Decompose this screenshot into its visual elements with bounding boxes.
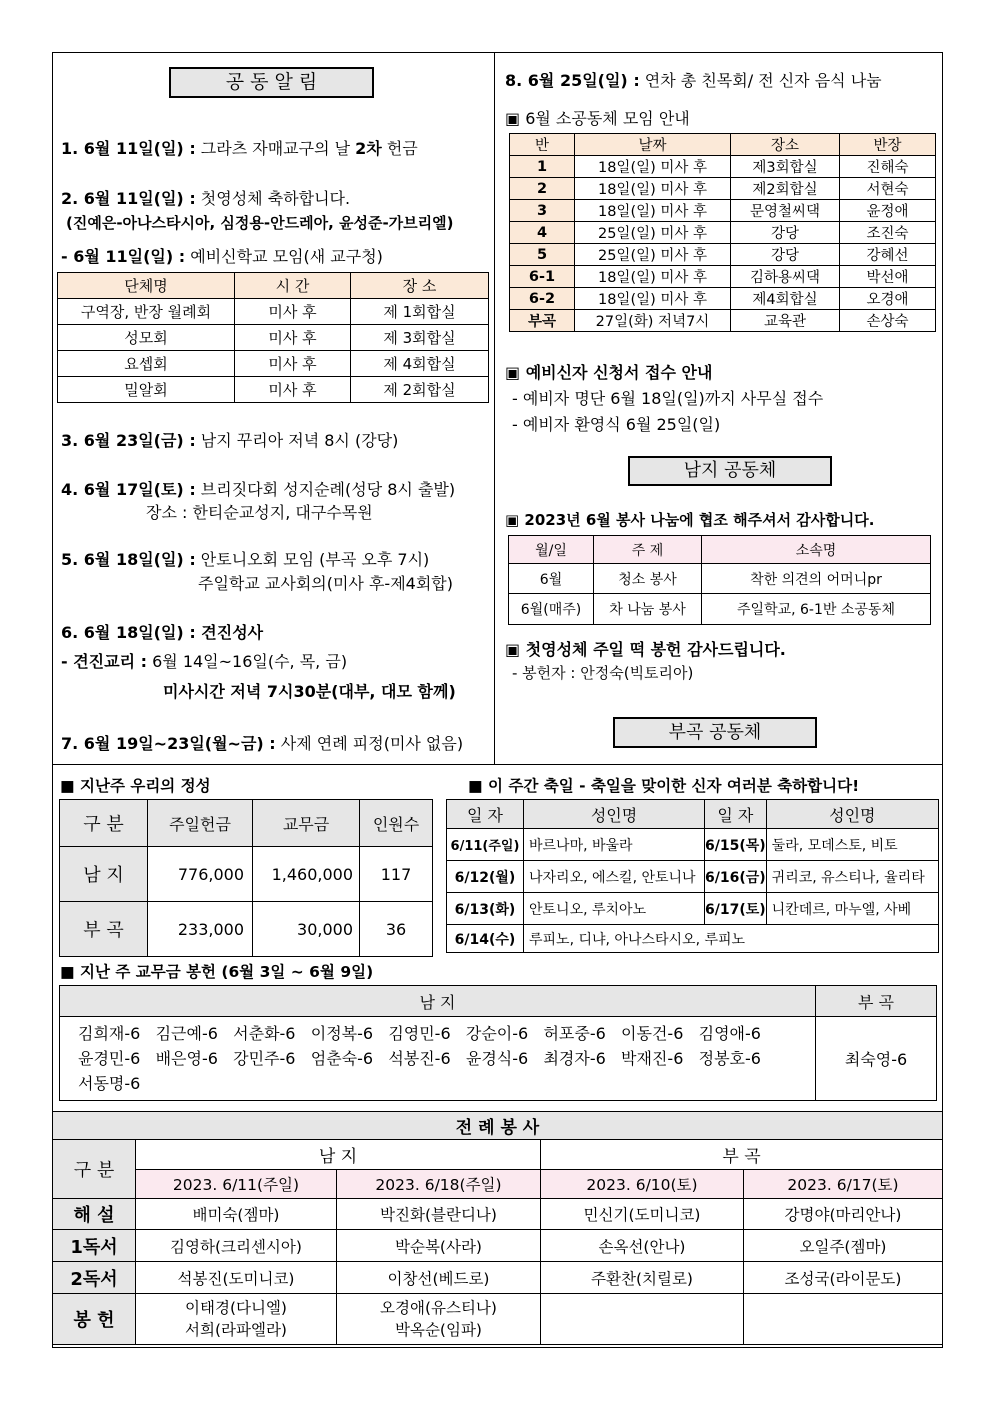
cell: 25일(일) 미사 후 [575,222,731,244]
cell: 25일(일) 미사 후 [575,244,731,266]
cell: 미사 후 [235,325,351,351]
feast-title: ■ 이 주간 축일 - 축일을 맞이한 신자 여러분 축하합니다! [468,777,860,795]
table-row [58,351,489,377]
notice-date: 7. 6월 19일~23일(월~금) : [61,734,276,753]
donor-line: 윤경민-6 배은영-6 강민주-6 엄춘숙-6 석봉진-6 윤경식-6 최경자-6 박재진-6 정봉호-6 [78,1049,761,1068]
table-row [447,861,939,893]
notice-label: - 견진교리 : [61,652,148,671]
cell: 착한 의견의 어머니pr [702,564,931,594]
notice-bold: 2차 [355,139,382,158]
table-row [60,902,433,957]
cell: 27일(화) 저녁7시 [575,310,731,332]
liturgy-date: 2023. 6/10(토) [541,1170,744,1199]
col-header: 교무금 [253,800,360,847]
namji-donors [60,1017,816,1101]
table-row [509,594,931,625]
cell: 3 [510,200,575,222]
cell: 117 [360,847,433,902]
cell: 손상숙 [840,310,936,332]
col-header: 일 자 [447,800,524,829]
cell: 30,000 [253,902,360,957]
cell: 서현숙 [840,178,936,200]
feast-table [446,799,939,953]
cell: 제 4회합실 [351,351,489,377]
notice-text: 연차 총 친목회/ 전 신자 음식 나눔 [639,71,882,90]
notice-text: 사제 연례 피정(미사 없음) [275,734,464,753]
col-header: 성인명 [766,800,938,829]
table-row [447,925,939,953]
catechumen-line-2: - 예비자 환영식 6월 25일(일) [512,415,721,434]
notice-text: 안토니오회 모임 (부곡 오후 7시) [195,550,430,569]
col-header: 날짜 [575,134,731,156]
cell: 차 나눔 봉사 [594,594,702,625]
cell: 제 2회합실 [351,377,489,403]
cell: 윤정애 [840,200,936,222]
cell [744,1294,943,1345]
liturgy-bugok-header: 부 곡 [541,1140,943,1170]
notice-date: 6. 6월 18일(일) : [61,623,196,642]
cell: 6-2 [510,288,575,310]
small-community-table [509,133,936,332]
cell: 석봉진(도미니코) [136,1262,337,1294]
cell: 6/17(토) [705,893,767,925]
cell: 청소 봉사 [594,564,702,594]
cell: 18일(일) 미사 후 [575,156,731,178]
cell: 이태경(다니엘) 서희(라파엘라) [136,1294,337,1345]
notice-item-7 [61,731,463,754]
cell [541,1294,744,1345]
cell: 오일주(젬마) [744,1230,943,1262]
cell: 제3회합실 [731,156,840,178]
cell: 1 [510,156,575,178]
cell: 배미숙(젬마) [136,1199,337,1230]
notice-text: 헌금 [381,139,418,158]
liturgy-table [52,1111,943,1345]
section-divider [52,764,943,765]
liturgy-namji-header: 남 지 [136,1140,541,1170]
cell: 미사 후 [235,299,351,325]
cell: 밀알회 [58,377,235,403]
groups-table [57,272,489,403]
table-row [510,178,936,200]
column-divider [494,52,495,764]
cell: 박선애 [840,266,936,288]
cell: 바르나마, 바울라 [524,829,705,861]
cell: 6/11(주일) [447,829,524,861]
small-community-title: ▣ 6월 소공동체 모임 안내 [505,109,690,128]
col-header: 성인명 [524,800,705,829]
table-row [510,310,936,332]
row-label: 해 설 [53,1199,136,1230]
notice-date: 8. 6월 25일(일) : [505,71,640,90]
cell: 조진숙 [840,222,936,244]
notice-item-6-line2 [61,649,347,672]
cell: 김하용씨댁 [731,266,840,288]
notice-text: 견진성사 [195,623,264,642]
table-row [53,1294,943,1345]
cell: 강당 [731,222,840,244]
cell: 18일(일) 미사 후 [575,200,731,222]
table-row [510,266,936,288]
notice-date: 1. 6월 11일(일) : [61,139,196,158]
col-header: 장 소 [351,273,489,299]
cell: 강명야(마리안나) [744,1199,943,1230]
cell: 교육관 [731,310,840,332]
offering-table [59,799,433,957]
cell: 미사 후 [235,351,351,377]
table-row [510,200,936,222]
cell: 강혜선 [840,244,936,266]
notice-date: - 6월 11일(일) : [61,247,186,266]
liturgy-date: 2023. 6/18(주일) [337,1170,541,1199]
cell: 6월(매주) [509,594,594,625]
notice-item-6-line3: 미사시간 저녁 7시30분(대부, 대모 함께) [163,682,456,701]
tithe-title: ■ 지난 주 교무금 봉헌 (6월 3일 ~ 6월 9일) [60,963,374,981]
cell: 주일학교, 6-1반 소공동체 [702,594,931,625]
cell: 6/12(월) [447,861,524,893]
rice-cake-donor: - 봉헌자 : 안정숙(빅토리아) [512,664,694,682]
cell: 루피노, 디냐, 아나스타시오, 루피노 [524,925,939,953]
notice-text: 예비신학교 모임(새 교구청) [185,247,383,266]
liturgy-title: 전 례 봉 사 [53,1112,943,1140]
cell: 성모회 [58,325,235,351]
liturgy-label-header: 구 분 [53,1140,136,1199]
cell: 제 3회합실 [351,325,489,351]
col-header: 주일헌금 [148,800,253,847]
service-table [508,535,931,625]
cell: 6/16(금) [705,861,767,893]
cell: 나자리오, 에스킬, 안토니나 [524,861,705,893]
bugok-donors: 최숙영-6 [816,1017,937,1101]
table-row [509,564,931,594]
notice-date: 3. 6월 23일(금) : [61,431,196,450]
col-header: 단체명 [58,273,235,299]
donor-line: 서동명-6 [78,1074,141,1093]
cell: 니칸데르, 마누엘, 사베 [766,893,938,925]
notice-text: 브리짓다회 성지순례(성당 8시 출발) [195,480,456,499]
col-header: 소속명 [702,536,931,564]
cell: 6/14(수) [447,925,524,953]
col-header: 시 간 [235,273,351,299]
col-header: 일 자 [705,800,767,829]
table-row [60,847,433,902]
col-header: 인원수 [360,800,433,847]
notice-text: 그라츠 자매교구의 날 [195,139,356,158]
cell: 이창선(베드로) [337,1262,541,1294]
notice-item-4 [61,477,455,500]
col-header: 주 제 [594,536,702,564]
notice-item-6 [61,620,263,643]
col-header: 장소 [731,134,840,156]
cell: 박진화(블란디나) [337,1199,541,1230]
col-header: 남 지 [60,986,816,1017]
cell: 부 곡 [60,902,148,957]
cell: 36 [360,902,433,957]
cell: 오경애(유스티나) 박옥순(임파) [337,1294,541,1345]
table-row [58,325,489,351]
cell: 18일(일) 미사 후 [575,178,731,200]
cell: 233,000 [148,902,253,957]
thanks-title: ▣ 2023년 6월 봉사 나눔에 협조 해주셔서 감사합니다. [505,511,875,529]
table-row [53,1199,943,1230]
notice-item-8 [505,68,882,91]
cell: 제4회합실 [731,288,840,310]
table-row [53,1262,943,1294]
col-header: 부 곡 [816,986,937,1017]
first-communion-names: (진예은-아나스타시아, 심정용-안드레아, 윤성준-가브리엘) [66,214,454,232]
cell: 6월 [509,564,594,594]
notice-item-3 [61,428,398,451]
namji-community-title: 남지 공동체 [628,456,832,486]
cell: 제2회합실 [731,178,840,200]
cell: 김영하(크리센시아) [136,1230,337,1262]
table-row [510,288,936,310]
cell: 남 지 [60,847,148,902]
cell: 부곡 [510,310,575,332]
cell: 미사 후 [235,377,351,403]
table-row [510,222,936,244]
cell: 귀리코, 유스티나, 율리타 [766,861,938,893]
notice-item-2 [61,186,350,209]
table-row [58,377,489,403]
cell: 18일(일) 미사 후 [575,288,731,310]
notice-seminary [61,244,383,267]
liturgy-date: 2023. 6/11(주일) [136,1170,337,1199]
col-header: 반 [510,134,575,156]
notice-item-5 [61,547,429,570]
cell: 주환찬(치릴로) [541,1262,744,1294]
notice-item-5-line2: 주일학교 교사회의(미사 후-제4회합) [198,574,453,593]
notice-item-1 [61,136,418,159]
cell: 5 [510,244,575,266]
cell: 안토니오, 루치아노 [524,893,705,925]
cell: 요셉회 [58,351,235,377]
cell: 6-1 [510,266,575,288]
row-label: 1독서 [53,1230,136,1262]
common-notice-title: 공 동 알 림 [169,67,374,98]
cell: 1,460,000 [253,847,360,902]
notice-item-4-line2: 장소 : 한티순교성지, 대구수목원 [146,503,373,522]
cell: 6/15(목) [705,829,767,861]
donor-line: 김희재-6 김근예-6 서춘화-6 이정복-6 김영민-6 강순이-6 허포중-6 이동건-6 김영애-6 [78,1024,761,1043]
col-header: 월/일 [509,536,594,564]
table-row [447,829,939,861]
cell: 제 1회합실 [351,299,489,325]
col-header: 반장 [840,134,936,156]
col-header: 구 분 [60,800,148,847]
rice-cake-title: ▣ 첫영성체 주일 떡 봉헌 감사드립니다. [505,640,786,659]
cell: 구역장, 반장 월례회 [58,299,235,325]
tithe-table [59,985,937,1101]
row-label: 봉 헌 [53,1294,136,1345]
cell: 박순복(사라) [337,1230,541,1262]
bugok-community-title: 부곡 공동체 [613,717,817,748]
notice-text: 첫영성체 축하합니다. [195,189,351,208]
table-row [60,1017,937,1101]
cell: 조성국(라이문도) [744,1262,943,1294]
table-row [58,299,489,325]
cell: 진해숙 [840,156,936,178]
notice-date: 4. 6월 17일(토) : [61,480,196,499]
cell: 오경애 [840,288,936,310]
catechumen-line-1: - 예비자 명단 6월 18일(일)까지 사무실 접수 [512,389,824,408]
notice-text: 6월 14일~16일(수, 목, 금) [147,652,348,671]
table-row [53,1230,943,1262]
cell: 민신기(도미니코) [541,1199,744,1230]
table-row [510,156,936,178]
liturgy-date: 2023. 6/17(토) [744,1170,943,1199]
row-label: 2독서 [53,1262,136,1294]
notice-text: 남지 꾸리아 저녁 8시 (강당) [195,431,399,450]
cell: 6/13(화) [447,893,524,925]
cell: 문영철씨댁 [731,200,840,222]
table-row [447,893,939,925]
notice-date: 5. 6월 18일(일) : [61,550,196,569]
cell: 2 [510,178,575,200]
table-row [510,244,936,266]
cell: 강당 [731,244,840,266]
notice-date: 2. 6월 11일(일) : [61,189,196,208]
catechumen-title: ▣ 예비신자 신청서 접수 안내 [505,363,713,382]
cell: 18일(일) 미사 후 [575,266,731,288]
cell: 776,000 [148,847,253,902]
cell: 손옥선(안나) [541,1230,744,1262]
offering-title: ■ 지난주 우리의 정성 [60,777,211,795]
cell: 둘라, 모데스토, 비토 [766,829,938,861]
cell: 4 [510,222,575,244]
